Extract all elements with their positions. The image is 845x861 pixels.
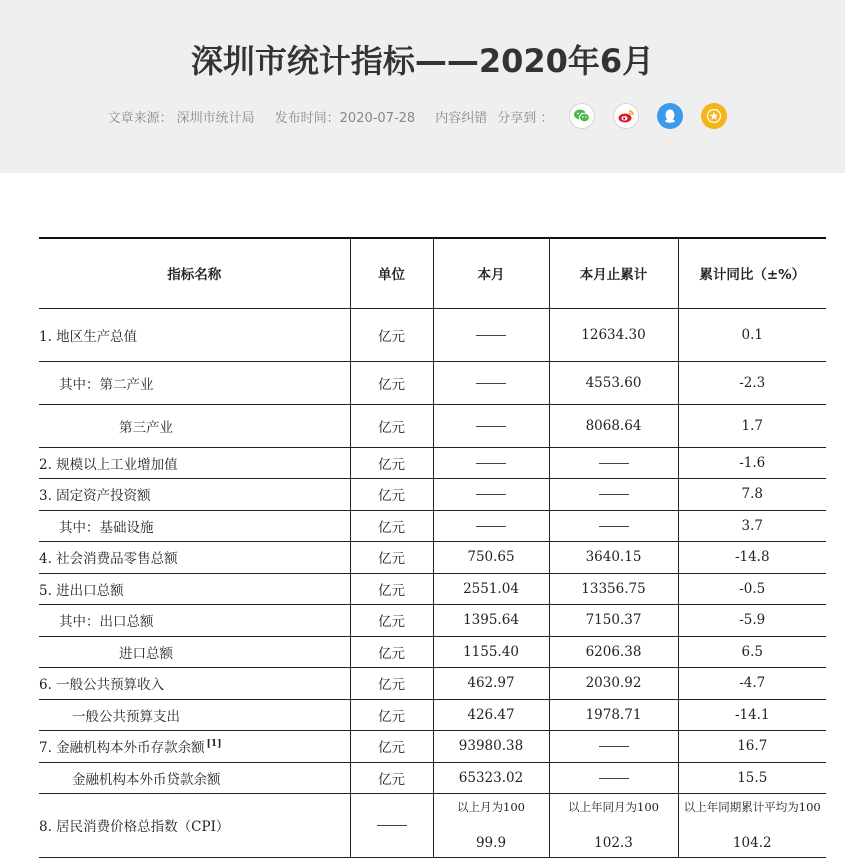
weibo-icon[interactable]	[613, 103, 639, 129]
yoy-value: -4.7	[678, 667, 826, 699]
cumulative-value: 1978.71	[549, 699, 678, 730]
header-yoy: 累计同比（±%）	[678, 238, 826, 308]
publish-info	[275, 107, 426, 126]
cumulative-value	[549, 478, 678, 510]
indicator-name	[39, 308, 350, 361]
indicator-label: 4. 社会消费品零售总额	[39, 551, 178, 567]
correction-link[interactable]: 内容纠错	[435, 110, 488, 126]
dash-placeholder	[476, 494, 506, 495]
table-header-row	[39, 238, 826, 308]
source-label: 文章来源：	[107, 110, 173, 126]
source-value: 深圳市统计局	[176, 110, 255, 126]
page-title: 深圳市统计指标——2020年6月	[190, 42, 655, 80]
indicator-label: 5. 进出口总额	[39, 582, 124, 599]
yoy-value: -2.3	[678, 361, 826, 404]
month-value	[433, 404, 549, 447]
statistics-table	[39, 237, 826, 858]
unit-cell: 亿元	[350, 404, 433, 447]
month-value: 426.47	[433, 699, 549, 730]
table-row	[39, 404, 826, 447]
indicator-label: 其中：出口总额	[59, 614, 154, 630]
month-value: 93980.38	[433, 730, 549, 762]
yoy-value: 16.7	[678, 730, 826, 762]
table-row	[39, 478, 826, 510]
dash-placeholder	[476, 426, 506, 427]
yoy-value: -0.5	[678, 573, 826, 604]
indicator-label: 一般公共预算支出	[72, 708, 180, 725]
unit-cell	[350, 793, 433, 857]
table-row	[39, 699, 826, 730]
yoy-value: -14.8	[678, 541, 826, 573]
indicator-name	[39, 762, 350, 793]
indicator-name	[39, 604, 350, 636]
cpi-month	[433, 793, 549, 857]
yoy-value: 7.8	[678, 478, 826, 510]
unit-cell: 亿元	[350, 308, 433, 361]
yoy-value: 1.7	[678, 404, 826, 447]
cpi-yoy	[678, 793, 826, 857]
indicator-name	[39, 699, 350, 730]
cumulative-value	[549, 510, 678, 541]
indicator-label: 1. 地区生产总值	[39, 328, 138, 345]
indicator-name	[39, 510, 350, 541]
table-row	[39, 308, 826, 361]
unit-cell: 亿元	[350, 541, 433, 573]
yoy-value: -5.9	[678, 604, 826, 636]
publish-date: 2020-07-28	[339, 110, 416, 126]
article-header	[0, 0, 845, 173]
wechat-icon[interactable]	[569, 103, 595, 129]
dash-placeholder	[599, 463, 629, 464]
table-row	[39, 541, 826, 573]
cpi-value: 102.3	[594, 834, 633, 851]
header-unit: 单位	[350, 238, 433, 308]
month-value	[433, 308, 549, 361]
cpi-base-label: 以上年同月为100	[568, 799, 659, 814]
yoy-value: 6.5	[678, 636, 826, 667]
cumulative-value: 7150.37	[549, 604, 678, 636]
unit-cell: 亿元	[350, 510, 433, 541]
unit-cell: 亿元	[350, 730, 433, 762]
header-indicator: 指标名称	[39, 238, 350, 308]
indicator-label: 6. 一般公共预算收入	[39, 677, 165, 693]
unit-cell: 亿元	[350, 667, 433, 699]
table-row	[39, 636, 826, 667]
unit-cell: 亿元	[350, 478, 433, 510]
indicator-name	[39, 573, 350, 604]
indicator-name	[39, 447, 350, 478]
indicator-name	[39, 478, 350, 510]
cpi-base-label: 以上月为100	[457, 799, 525, 814]
indicator-label: 其中：第二产业	[59, 376, 154, 393]
month-value: 2551.04	[433, 573, 549, 604]
indicator-label: 7. 金融机构本外币存款余额	[39, 740, 205, 756]
dash-placeholder	[599, 778, 629, 779]
month-value	[433, 510, 549, 541]
source-info	[108, 107, 265, 126]
dash-placeholder	[476, 463, 506, 464]
yoy-value: 15.5	[678, 762, 826, 793]
indicator-name	[39, 404, 350, 447]
qq-icon[interactable]	[657, 103, 683, 129]
month-value: 1155.40	[433, 636, 549, 667]
dash-placeholder	[377, 825, 407, 826]
indicator-label: 2. 规模以上工业增加值	[39, 456, 178, 473]
header-cumulative: 本月止累计	[549, 238, 678, 308]
cumulative-value	[549, 762, 678, 793]
month-value: 750.65	[433, 541, 549, 573]
cumulative-value: 3640.15	[549, 541, 678, 573]
table-row	[39, 447, 826, 478]
indicator-label: 3. 固定资产投资额	[39, 488, 151, 504]
indicator-label: 第三产业	[119, 419, 173, 436]
indicator-label: 其中：基础设施	[59, 519, 154, 536]
indicator-name	[39, 667, 350, 699]
publish-label: 发布时间：	[274, 110, 340, 126]
cumulative-value: 13356.75	[549, 573, 678, 604]
month-value: 462.97	[433, 667, 549, 699]
dash-placeholder	[599, 494, 629, 495]
table-row	[39, 510, 826, 541]
table-row	[39, 730, 826, 762]
month-value: 65323.02	[433, 762, 549, 793]
indicator-name	[39, 636, 350, 667]
table-row	[39, 573, 826, 604]
yoy-value: -14.1	[678, 699, 826, 730]
article-meta	[0, 103, 845, 129]
month-value	[433, 447, 549, 478]
cpi-base-label: 以上年同期累计平均为100	[683, 799, 821, 814]
cumulative-value: 6206.38	[549, 636, 678, 667]
unit-cell: 亿元	[350, 699, 433, 730]
indicator-name	[39, 730, 350, 762]
cpi-value: 104.2	[732, 834, 772, 851]
indicator-name: 8. 居民消费价格总指数（CPI）	[39, 793, 350, 857]
unit-cell: 亿元	[350, 447, 433, 478]
indicator-name	[39, 361, 350, 404]
header-month: 本月	[433, 238, 549, 308]
table-row	[39, 762, 826, 793]
table-row	[39, 604, 826, 636]
unit-cell: 亿元	[350, 762, 433, 793]
cumulative-value	[549, 730, 678, 762]
cumulative-value: 2030.92	[549, 667, 678, 699]
cumulative-value: 4553.60	[549, 361, 678, 404]
table-row	[39, 361, 826, 404]
unit-cell: 亿元	[350, 636, 433, 667]
favorite-star-icon[interactable]	[701, 103, 727, 129]
dash-placeholder	[476, 383, 506, 384]
cumulative-value	[549, 447, 678, 478]
indicator-label: 进口总额	[119, 645, 173, 662]
indicator-name	[39, 541, 350, 573]
yoy-value: -1.6	[678, 447, 826, 478]
month-value	[433, 361, 549, 404]
month-value	[433, 478, 549, 510]
cpi-value: 99.9	[475, 834, 507, 851]
yoy-value: 3.7	[678, 510, 826, 541]
cumulative-value: 8068.64	[549, 404, 678, 447]
share-label: 分享到 ：	[497, 110, 554, 126]
unit-cell: 亿元	[350, 573, 433, 604]
unit-cell: 亿元	[350, 361, 433, 404]
dash-placeholder	[476, 526, 506, 527]
table-row-cpi	[39, 793, 826, 857]
unit-cell: 亿元	[350, 604, 433, 636]
month-value: 1395.64	[433, 604, 549, 636]
dash-placeholder	[599, 526, 629, 527]
indicator-label: 金融机构本外币贷款余额	[72, 771, 221, 788]
cpi-cumulative	[549, 793, 678, 857]
table-row	[39, 667, 826, 699]
dash-placeholder	[476, 335, 506, 336]
dash-placeholder	[599, 746, 629, 747]
yoy-value: 0.1	[678, 308, 826, 361]
cumulative-value: 12634.30	[549, 308, 678, 361]
footnote-marker: [1]	[206, 739, 222, 749]
